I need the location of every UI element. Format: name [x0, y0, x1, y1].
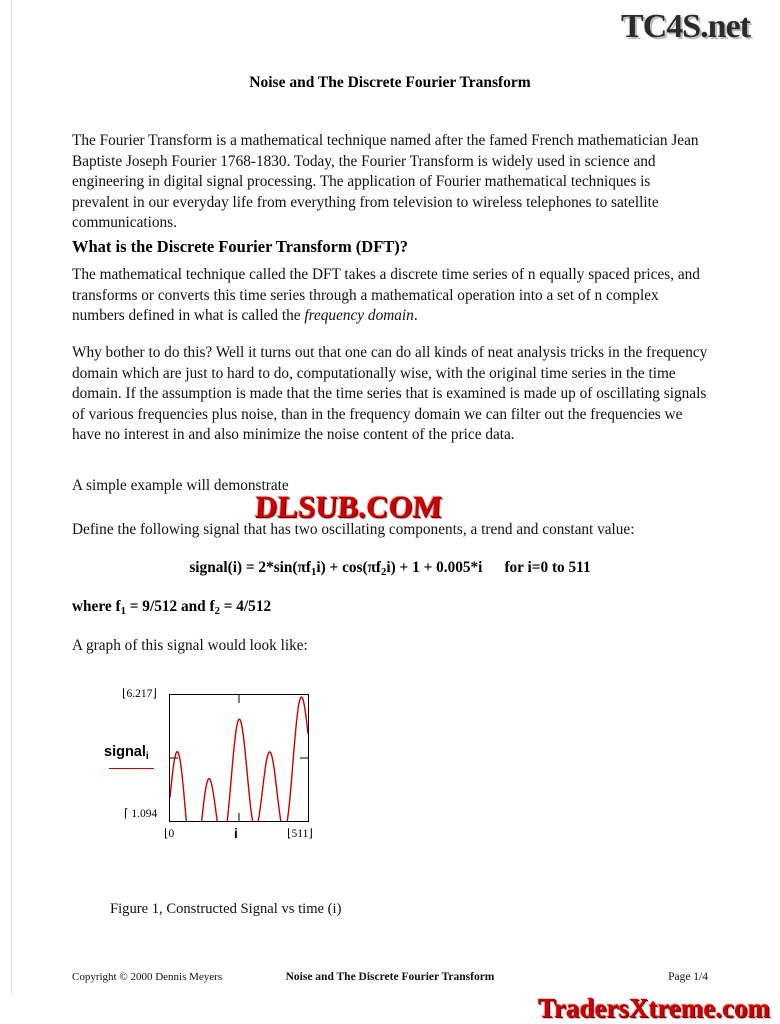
where-text-3: = 4/512: [219, 598, 272, 615]
figure-1-chart: [104, 686, 404, 846]
chart-legend-label: [104, 744, 149, 762]
formula-part-4: for i=0 to 511: [504, 559, 591, 576]
chart-plot-svg: [170, 695, 308, 821]
chart-x-left-tick: ⌊0: [164, 828, 175, 840]
chart-signal-line: [170, 697, 308, 821]
page-sheet: [12, 0, 768, 996]
chart-y-bottom-tick: ⌈ 1.094: [124, 808, 158, 820]
section-heading-dft: What is the Discrete Fourier Transform (DFT)?: [72, 237, 409, 256]
formula-part-3: i) + 1 + 0.005*i: [386, 559, 483, 576]
watermark-tc4s: TC4S.net: [621, 8, 750, 45]
paragraph-dft-part-a: The mathematical technique called the DFT takes a discrete time series of n equally spaced prices, and transforms or converts this time series through a mathematical operation into a set of n complex numbers defined in what is called the: [72, 266, 700, 325]
footer-title: Noise and The Discrete Fourier Transform: [285, 971, 495, 983]
where-sub-2: 2: [214, 604, 220, 617]
page-title: Noise and The Discrete Fourier Transform: [249, 74, 531, 91]
signal-formula: [72, 559, 708, 578]
chart-x-right-tick: ⌊511⌋: [287, 828, 313, 840]
chart-legend-color-line: [109, 768, 154, 769]
watermark-tradersxtreme: TradersXtreme.com: [537, 993, 770, 1023]
chart-legend-text: signal: [104, 744, 146, 760]
paragraph-define-signal: Define the following signal that has two oscillating components, a trend and constant value:: [72, 521, 635, 538]
figure-caption: Figure 1, Constructed Signal vs time (i): [110, 901, 342, 917]
frequency-domain-italic: frequency domain: [304, 307, 414, 325]
where-sub-1: 1: [120, 604, 126, 617]
formula-part-2: i) + cos(πf: [316, 559, 382, 576]
paragraph-simple-example: A simple example will demonstrate: [72, 477, 289, 494]
paragraph-dft-definition: [72, 265, 708, 327]
watermark-dlsub: DLSUB.COM: [254, 489, 443, 524]
chart-y-top-tick: ⌊6.217⌋: [122, 688, 157, 700]
formula-sub-2: 2: [381, 565, 387, 578]
where-text-2: = 9/512 and f: [125, 598, 215, 615]
paragraph-graph-intro: A graph of this signal would look like:: [72, 637, 308, 654]
chart-x-axis-label: i: [234, 826, 238, 841]
formula-part-1: signal(i) = 2*sin(πf: [189, 559, 311, 576]
paragraph-dft-part-b: .: [413, 307, 418, 325]
paragraph-intro: The Fourier Transform is a mathematical technique named after the famed French mathematician Jean Baptiste Joseph Fourier 1768-1830. Today, the Fourier Transform is widely used in science and engineering in digital signal processing. The application of Fourier mathematical techniques is prevalent in our everyday life from everything from television to wireless telephones to satellite communications.: [72, 132, 699, 232]
paragraph-why-bother: Why bother to do this? Well it turns out that one can do all kinds of neat analysis tricks in the frequency domain which are just to hard to do, computationally wise, with the original time series in the time domain. If the assumption is made that the time series that is examined is made up of oscillating signals of various frequencies plus noise, than in the frequency domain we can filter out the frequencies we have no interest in and also minimize the noise content of the price data.: [72, 344, 708, 444]
page-margin-right: [768, 0, 780, 1024]
where-text-1: where f: [72, 598, 121, 615]
where-line: [72, 598, 271, 617]
formula-sub-1: 1: [311, 565, 317, 578]
footer-copyright: Copyright © 2000 Dennis Meyers: [72, 971, 223, 983]
chart-plot-area: [169, 694, 309, 822]
chart-legend-subscript: i: [145, 750, 149, 762]
page-footer: [12, 971, 768, 991]
footer-page-number: Page 1/4: [668, 971, 708, 983]
